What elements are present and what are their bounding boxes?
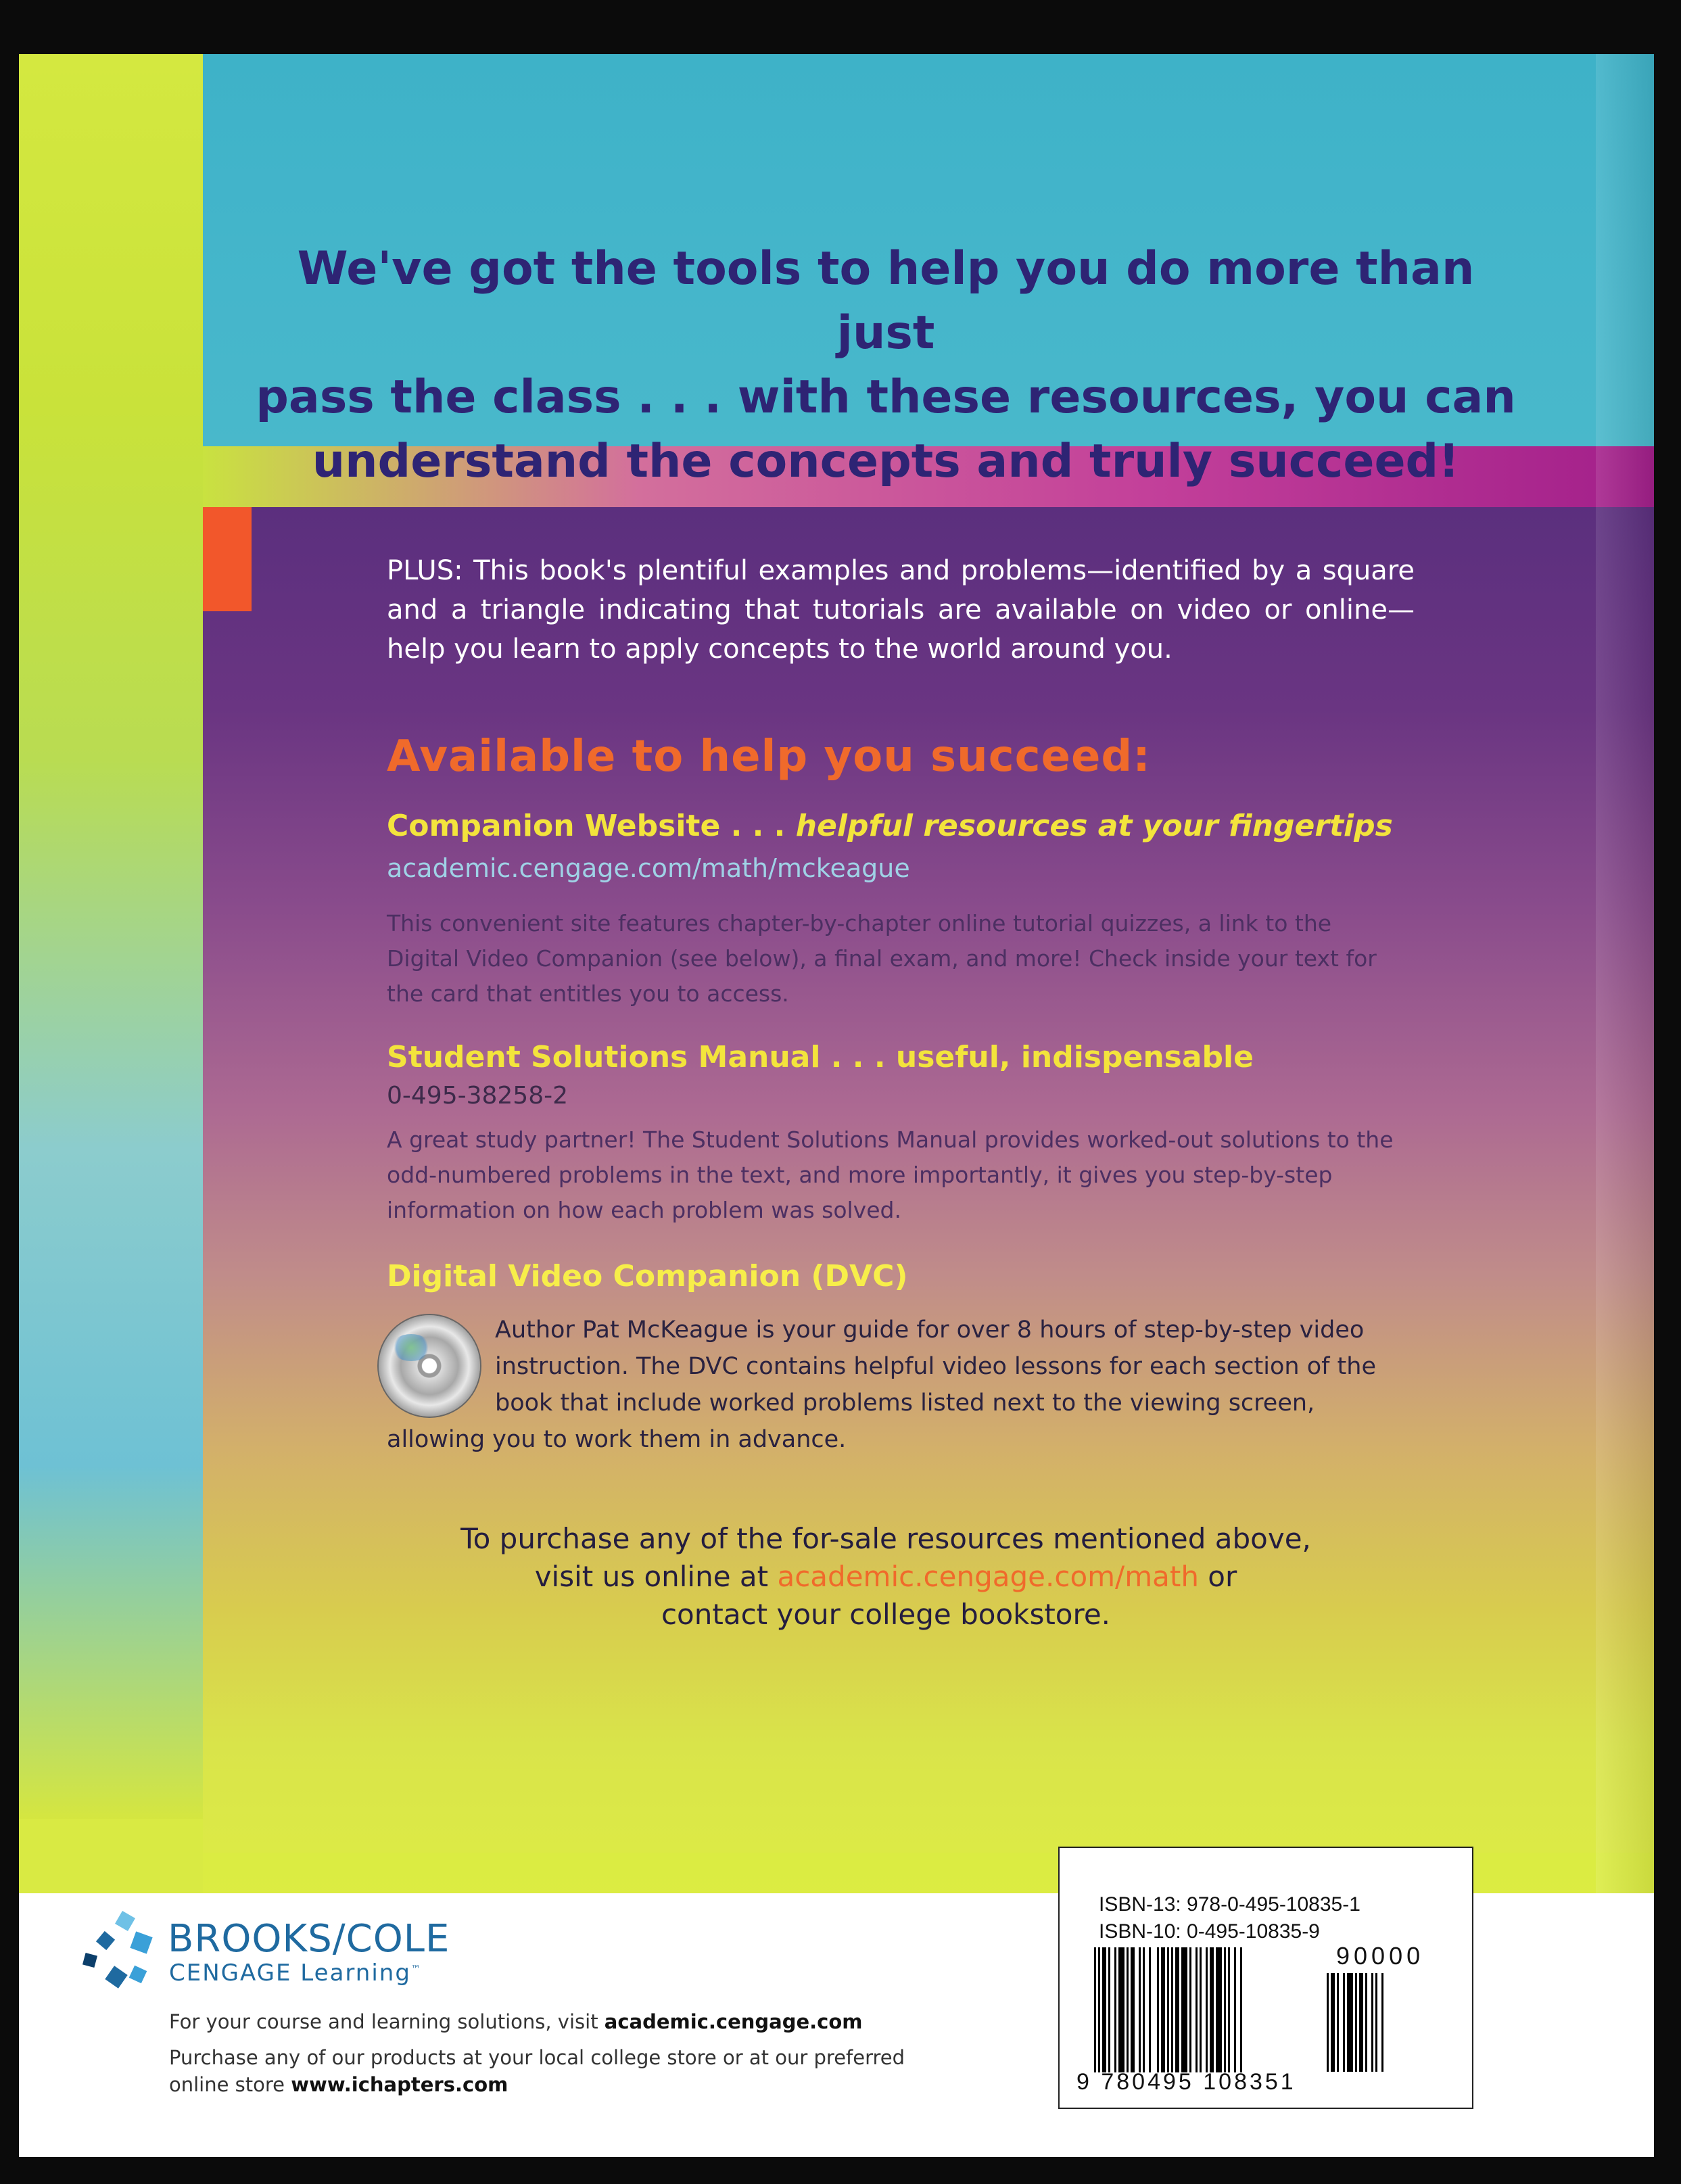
solutions-description: A great study partner! The Student Solutions Manual provides worked-out solutions to the odd-numbered problems in the text, and more importantly, it gives you step-by-step information on how each problem was solved. <box>387 1126 1394 1223</box>
purchase-info <box>379 1520 1393 1634</box>
headline <box>243 237 1528 494</box>
dvc-description <box>387 1312 1401 1458</box>
solutions-manual-isbn: 0-495-38258-2 <box>387 1082 569 1110</box>
barcode-bar <box>1151 1947 1157 2072</box>
companion-website-title <box>387 809 1393 843</box>
solutions-manual-title: Student Solutions Manual . . . useful, indispensable <box>387 1040 1254 1074</box>
dvc-title: Digital Video Companion (DVC) <box>387 1259 908 1293</box>
addon-barcode-icon <box>1327 1973 1428 2072</box>
ean-barcode-icon <box>1094 1947 1297 2072</box>
available-heading: Available to help you succeed: <box>387 732 1151 782</box>
info1-link[interactable]: academic.cengage.com <box>604 2010 863 2033</box>
purchase-line-2 <box>379 1558 1393 1596</box>
companion-website-url[interactable]: academic.cengage.com/math/mckeague <box>387 853 910 883</box>
barcode-digits: 9 780495 108351 <box>1076 2069 1296 2095</box>
publisher-subbrand-text: CENGAGE Learning <box>169 1960 411 1987</box>
spine-edge <box>1596 54 1654 2157</box>
barcode-bar <box>1381 1973 1383 2072</box>
dvc-description-text: Author Pat McKeague is your guide for over 8 hours of step-by-step video instruction. The DVC contains helpful video lessons for each section of the book that include worked problems listed next to the viewing screen, allowing you to work them in advance. <box>387 1316 1376 1453</box>
barcode-addon-digits: 90000 <box>1336 1942 1425 1970</box>
publisher-info-line-1 <box>169 2008 863 2035</box>
purchase-line-2-post: or <box>1198 1560 1237 1593</box>
headline-line-2: pass the class . . . with these resources, you can <box>256 371 1516 424</box>
plus-paragraph: PLUS: This book's plentiful examples and problems—identified by a square and a triangle indicating that tutorials are available on video or online—help you learn to apply concepts to the world around you. <box>387 555 1415 665</box>
trademark-symbol: ™ <box>410 1964 422 1975</box>
isbn-13: ISBN-13: 978-0-495-10835-1 <box>1099 1893 1360 1916</box>
publisher-subbrand <box>169 1960 422 1987</box>
left-color-strip <box>19 54 203 1819</box>
cengage-logo-icon <box>84 1914 158 1995</box>
publisher-info-line-3 <box>169 2071 508 2098</box>
barcode-bar <box>1240 1947 1242 2072</box>
publisher-info-line-2: Purchase any of our products at your local college store or at our preferred <box>169 2046 905 2069</box>
companion-title-text: Companion Website . . . <box>387 809 796 843</box>
orange-tab <box>203 507 252 611</box>
info1-pre: For your course and learning solutions, visit <box>169 2010 605 2033</box>
headline-line-3: understand the concepts and truly succeed! <box>312 435 1460 488</box>
purchase-line-3: contact your college bookstore. <box>661 1598 1111 1631</box>
info3-link[interactable]: www.ichapters.com <box>291 2073 508 2096</box>
barcode-bar <box>1118 1947 1124 2072</box>
barcode-bar <box>1181 1947 1187 2072</box>
companion-title-emphasis: helpful resources at your fingertips <box>795 809 1393 843</box>
purchase-line-1: To purchase any of the for-sale resources mentioned above, <box>460 1522 1311 1555</box>
barcode-bar <box>1216 1947 1222 2072</box>
companion-description: This convenient site features chapter-by-chapter online tutorial quizzes, a link to the Digital Video Companion (see below), a final exam, and more! Check inside your text for the card that entitles you to access. <box>387 910 1377 1007</box>
isbn-10: ISBN-10: 0-495-10835-9 <box>1099 1920 1320 1943</box>
headline-line-1: We've got the tools to help you do more than just <box>297 242 1475 360</box>
purchase-line-2-pre: visit us online at <box>534 1560 778 1593</box>
barcode-bar <box>1347 1973 1353 2072</box>
disc-spacer <box>387 1312 495 1420</box>
publisher-brand: BROOKS/COLE <box>168 1917 450 1961</box>
purchase-link[interactable]: academic.cengage.com/math <box>777 1560 1199 1593</box>
info3-pre: online store <box>169 2073 291 2096</box>
